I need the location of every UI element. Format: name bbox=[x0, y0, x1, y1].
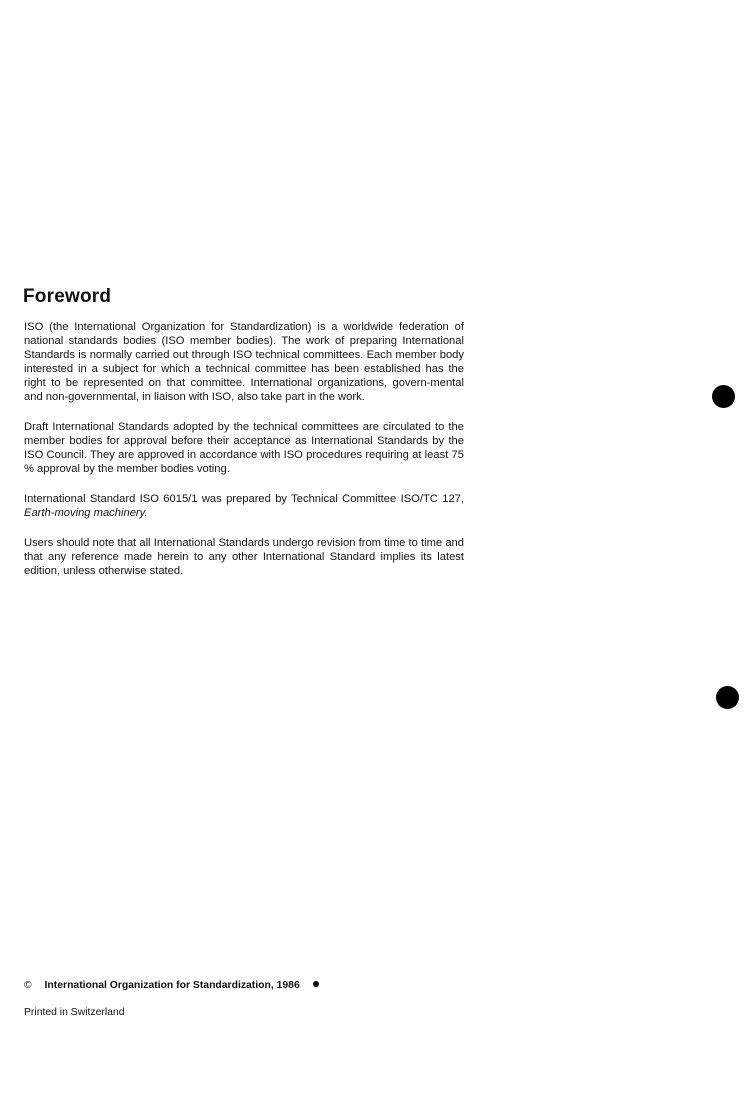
printed-location: Printed in Switzerland bbox=[24, 1007, 125, 1018]
standard-preparation-text: International Standard ISO 6015/1 was prepared by Technical Committee ISO/TC 127, bbox=[24, 493, 464, 505]
foreword-paragraph-3 bbox=[24, 492, 464, 520]
foreword-paragraph-1: ISO (the International Organization for Standardization) is a worldwide federation of national standards bodies (ISO member bodies). The work of preparing International Standards is normally carried out through ISO technical committees. Each member body interested in a subject for which a technical committee has been established has the right to be represented on that committee. International organizations, govern-mental and non-governmental, in liaison with ISO, also take part in the work. bbox=[24, 321, 464, 403]
foreword-paragraph-2: Draft International Standards adopted by the technical committees are circulated to the member bodies for approval before their acceptance as International Standards by the ISO Council. They are approved in accordance with ISO procedures requiring at least 75 % approval by the member bodies voting. bbox=[24, 421, 464, 475]
copyright-symbol: © bbox=[24, 980, 32, 991]
binder-hole-mark bbox=[712, 385, 735, 408]
foreword-content bbox=[24, 320, 464, 578]
copyright-text: International Organization for Standardization, 1986 bbox=[44, 980, 300, 991]
binder-hole-mark bbox=[716, 686, 739, 709]
foreword-title: Foreword bbox=[23, 286, 112, 307]
bullet-dot-icon bbox=[313, 981, 319, 987]
copyright-line bbox=[24, 980, 319, 991]
committee-name: Earth-moving machinery. bbox=[24, 507, 148, 519]
foreword-paragraph-4: Users should note that all International Standards undergo revision from time to time and that any reference made herein to any other International Standard implies its latest edition, unless otherwise stated. bbox=[24, 537, 464, 577]
